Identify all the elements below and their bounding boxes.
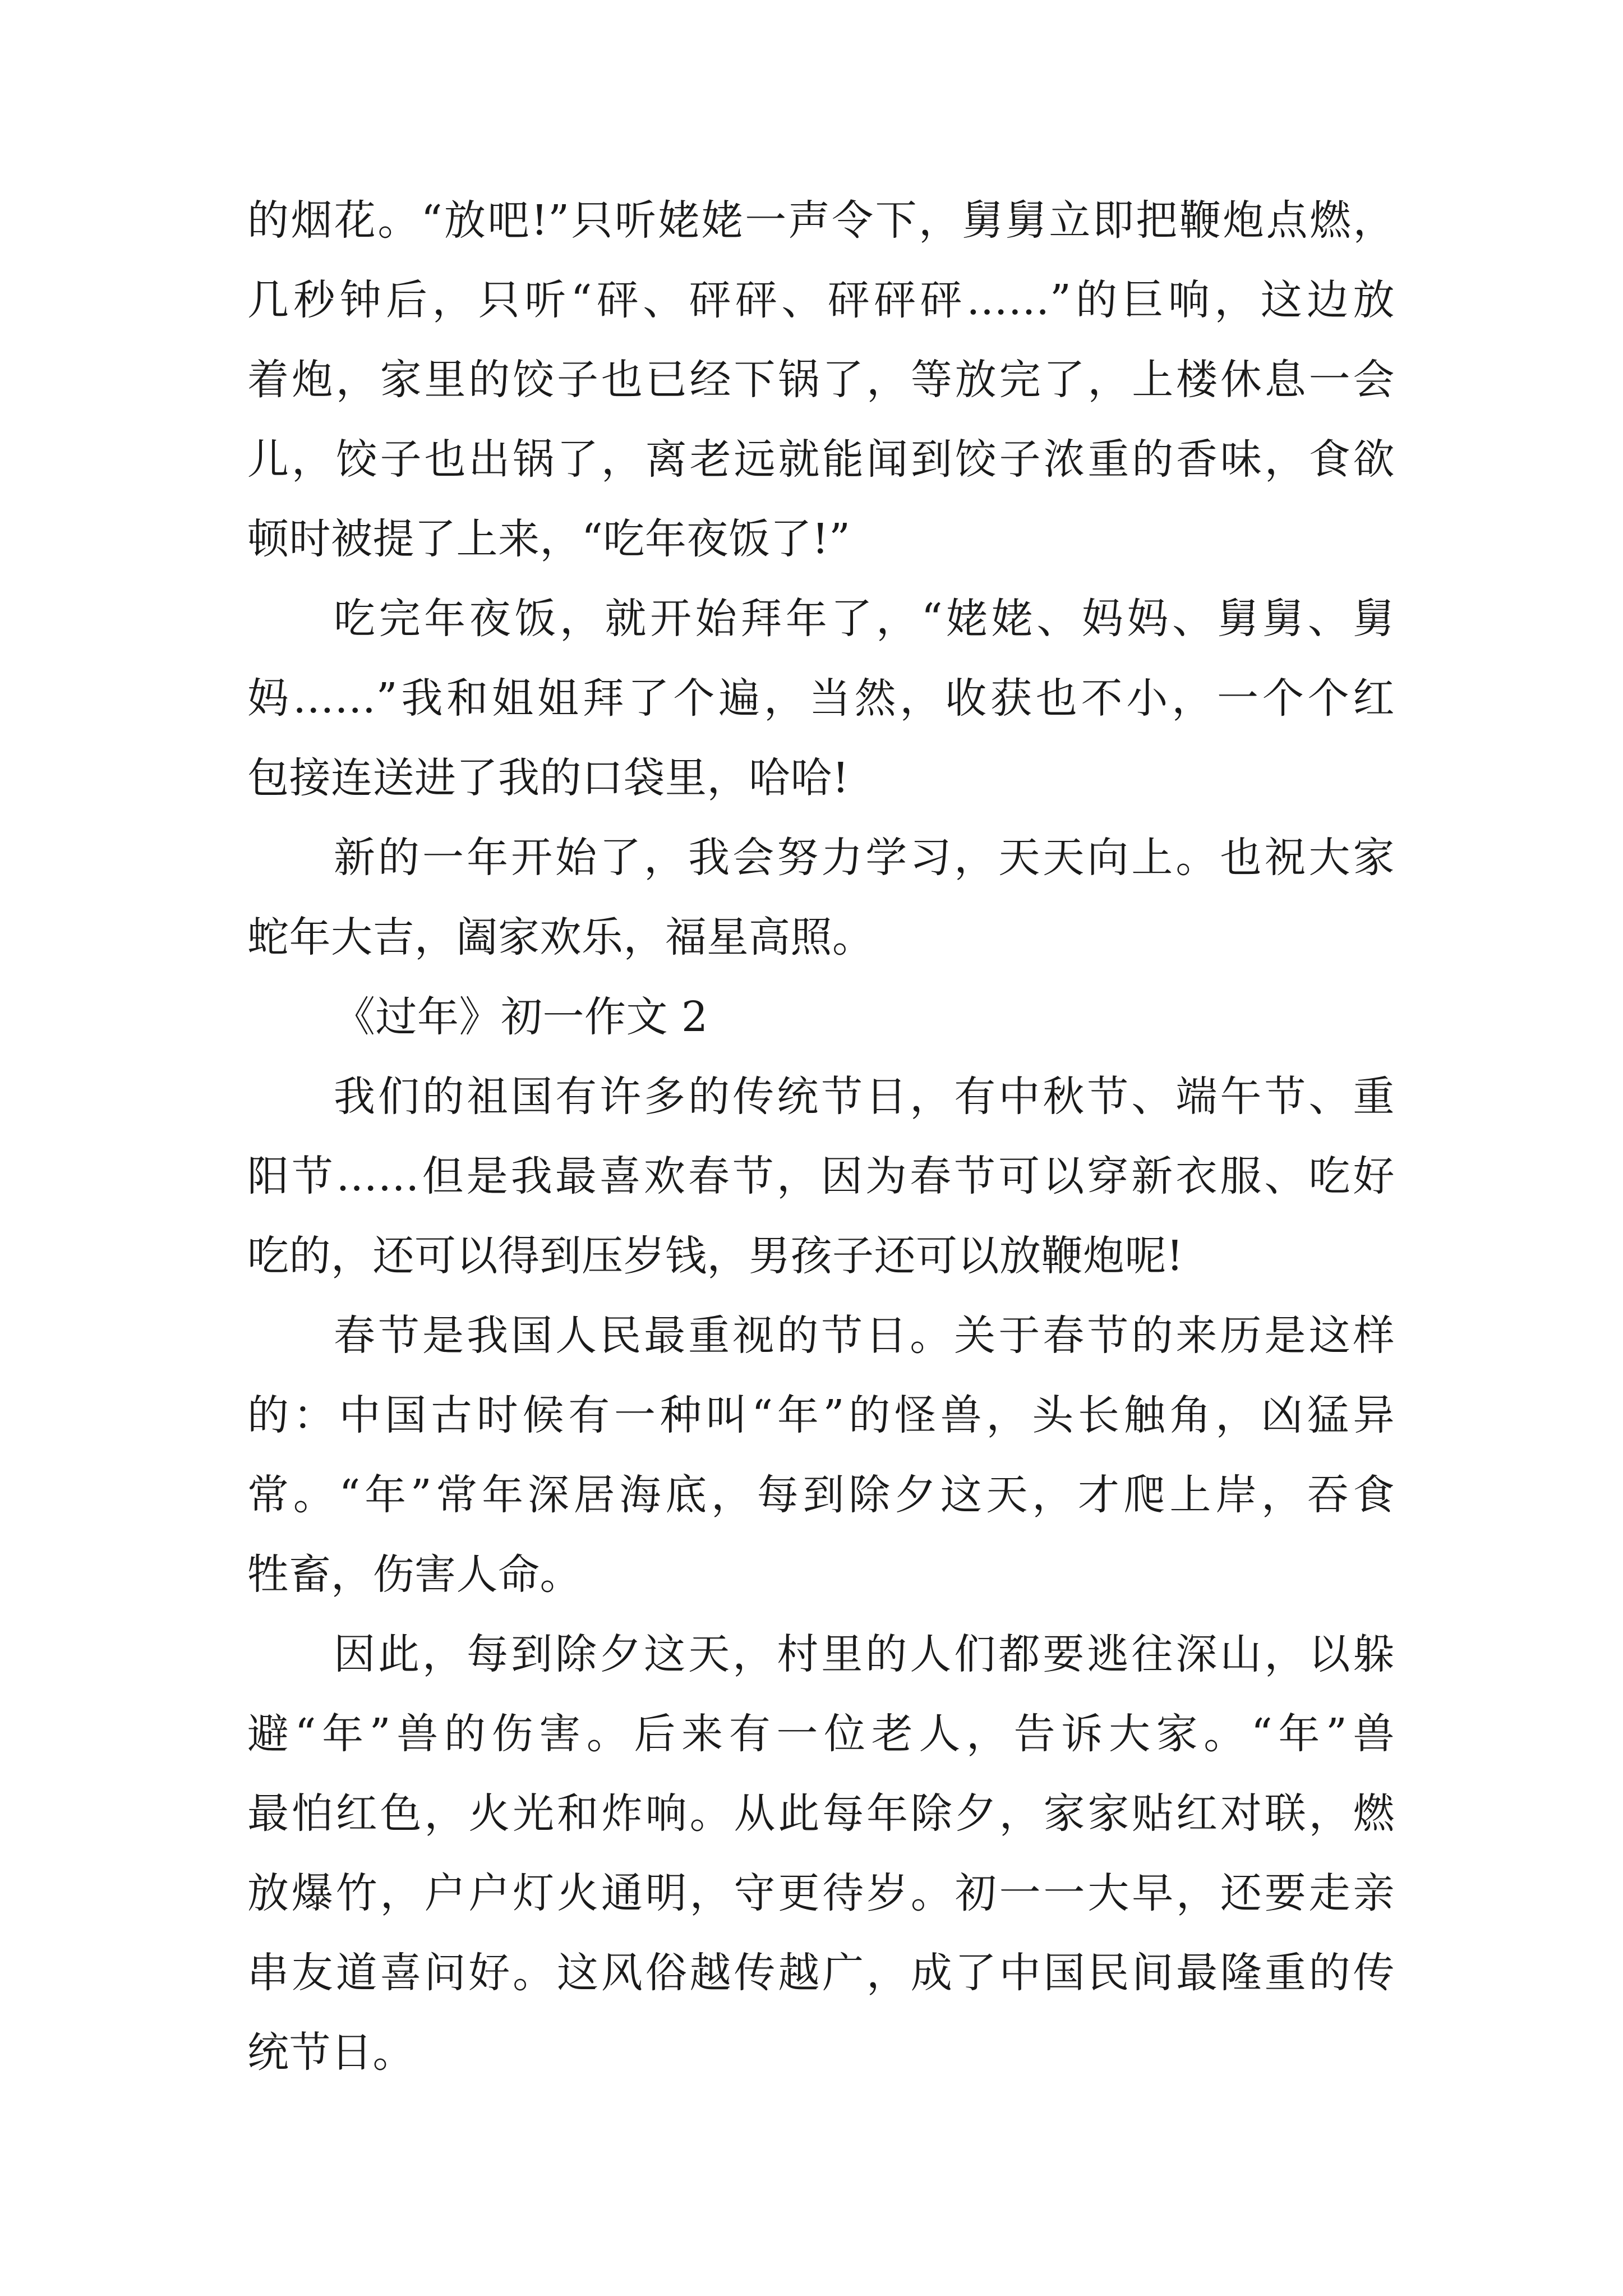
text-line: 顿时被提了上来，“吃年夜饭了!”	[247, 515, 851, 563]
paragraph-first-line: 春节是我国人民最重视的节日。关于春节的来历是这样	[334, 1312, 1395, 1360]
text-line: 牲畜，伤害人命。	[247, 1550, 582, 1599]
text-line: 儿，饺子也出锅了，离老远就能闻到饺子浓重的香味，食欲	[247, 435, 1395, 484]
text-line: 阳节……但是我最喜欢春节，因为春节可以穿新衣服、吃好	[247, 1152, 1395, 1200]
text-line: 统节日。	[247, 2028, 414, 2077]
text-line: 避“年”兽的伤害。后来有一位老人，告诉大家。“年”兽	[247, 1710, 1395, 1758]
section-title: 《过年》初一作文 2	[334, 993, 708, 1041]
paragraph-first-line: 因此，每到除夕这天，村里的人们都要逃往深山，以躲	[334, 1630, 1395, 1678]
text-line: 包接连送进了我的口袋里，哈哈!	[247, 754, 850, 802]
paragraph-first-line: 我们的祖国有许多的传统节日，有中秋节、端午节、重	[334, 1073, 1395, 1121]
text-line: 蛇年大吉，阖家欢乐，福星高照。	[247, 913, 874, 961]
text-line: 放爆竹，户户灯火通明，守更待岁。初一一大早，还要走亲	[247, 1869, 1395, 1917]
text-line: 妈……”我和姐姐拜了个遍，当然，收获也不小，一个个红	[247, 674, 1395, 723]
text-line: 吃的，还可以得到压岁钱，男孩子还可以放鞭炮呢!	[247, 1232, 1184, 1280]
text-line: 常。“年”常年深居海底，每到除夕这天，才爬上岸，吞食	[247, 1471, 1395, 1519]
text-line: 几秒钟后，只听“砰、砰砰、砰砰砰……”的巨响，这边放	[247, 276, 1395, 324]
text-line: 的：中国古时候有一种叫“年”的怪兽，头长触角，凶猛异	[247, 1391, 1395, 1439]
text-line: 着炮，家里的饺子也已经下锅了，等放完了，上楼休息一会	[247, 356, 1395, 404]
paragraph-first-line: 新的一年开始了，我会努力学习，天天向上。也祝大家	[334, 834, 1395, 882]
paragraph-first-line: 吃完年夜饭，就开始拜年了，“姥姥、妈妈、舅舅、舅	[334, 595, 1395, 643]
text-line: 最怕红色，火光和炸响。从此每年除夕，家家贴红对联，燃	[247, 1789, 1395, 1838]
text-line: 的烟花。“放吧!”只听姥姥一声令下，舅舅立即把鞭炮点燃，	[247, 196, 1395, 245]
document-body	[247, 181, 1395, 2092]
text-line: 串友道喜问好。这风俗越传越广，成了中国民间最隆重的传	[247, 1949, 1395, 1997]
